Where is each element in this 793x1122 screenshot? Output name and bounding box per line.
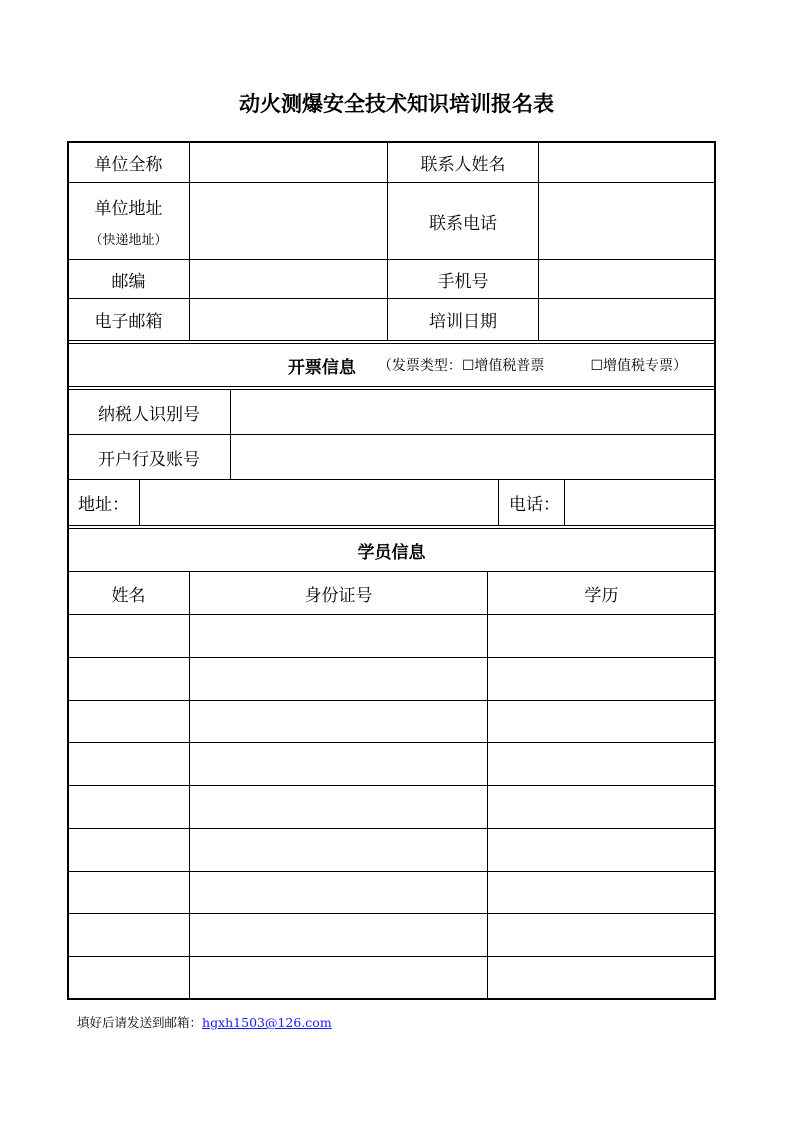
footer-note	[77, 1013, 332, 1031]
column-header-education: 学历	[584, 585, 619, 606]
taxpayer-id-label: 纳税人识别号	[98, 404, 200, 425]
contact-name-label: 联系人姓名	[420, 154, 506, 175]
footer-note-text: 填好后请发送到邮箱：	[77, 1015, 203, 1030]
mobile-field[interactable]	[539, 260, 715, 298]
student-name-field[interactable]	[68, 657, 189, 700]
invoice-option-general[interactable]: ☐增值税普票	[461, 358, 545, 374]
invoice-title: 开票信息	[287, 357, 356, 378]
student-education-field[interactable]	[488, 785, 715, 828]
form-title: 动火测爆安全技术知识培训报名表	[239, 92, 554, 116]
student-name-field[interactable]	[68, 871, 189, 914]
contact-name-field[interactable]	[539, 142, 715, 182]
student-id-number-field[interactable]	[190, 871, 487, 914]
grid-line	[68, 525, 715, 526]
column-header-name: 姓名	[111, 585, 146, 606]
email-label: 电子邮箱	[94, 312, 163, 332]
student-education-field[interactable]	[488, 871, 715, 914]
mobile-label: 手机号	[437, 271, 489, 292]
training-date-label: 培训日期	[429, 312, 497, 332]
invoice-option-special[interactable]: ☐增值税专票）	[590, 358, 687, 374]
student-id-number-field[interactable]	[190, 785, 487, 828]
invoice-address-field[interactable]	[140, 480, 498, 525]
contact-phone-field[interactable]	[539, 183, 715, 259]
student-id-number-field[interactable]	[190, 657, 487, 700]
student-id-number-field[interactable]	[190, 614, 487, 657]
student-education-field[interactable]	[488, 956, 715, 999]
grid-line	[68, 340, 715, 341]
postcode-field[interactable]	[190, 260, 387, 298]
student-education-field[interactable]	[488, 657, 715, 700]
invoice-type-prefix: （发票类型：	[377, 358, 462, 374]
bank-account-field[interactable]	[231, 435, 715, 479]
student-id-number-field[interactable]	[190, 913, 487, 956]
unit-address-note: （快递地址）	[89, 233, 168, 248]
invoice-address-label: 地址：	[78, 495, 129, 515]
invoice-phone-field[interactable]	[565, 480, 715, 525]
unit-full-name-label: 单位全称	[94, 154, 163, 175]
contact-phone-label: 联系电话	[429, 213, 497, 234]
student-education-field[interactable]	[488, 828, 715, 871]
student-name-field[interactable]	[68, 785, 189, 828]
student-education-field[interactable]	[488, 614, 715, 657]
email-field[interactable]	[190, 299, 387, 340]
student-name-field[interactable]	[68, 828, 189, 871]
student-name-field[interactable]	[68, 614, 189, 657]
column-header-id-number: 身份证号	[304, 585, 373, 606]
invoice-header	[68, 344, 715, 386]
student-id-number-field[interactable]	[190, 828, 487, 871]
student-education-field[interactable]	[488, 742, 715, 785]
student-name-field[interactable]	[68, 700, 189, 743]
student-education-field[interactable]	[488, 700, 715, 743]
student-name-field[interactable]	[68, 742, 189, 785]
unit-address-label	[68, 183, 189, 259]
student-name-field[interactable]	[68, 956, 189, 999]
bank-account-label: 开户行及账号	[98, 449, 200, 470]
students-section-title: 学员信息	[357, 542, 426, 563]
invoice-phone-label: 电话：	[509, 495, 560, 515]
student-id-number-field[interactable]	[190, 956, 487, 999]
unit-address-label-text: 单位地址	[94, 199, 163, 219]
student-name-field[interactable]	[68, 913, 189, 956]
unit-address-field[interactable]	[190, 183, 387, 259]
student-id-number-field[interactable]	[190, 700, 487, 743]
unit-full-name-field[interactable]	[190, 142, 387, 182]
training-date-field[interactable]	[539, 299, 715, 340]
student-education-field[interactable]	[488, 913, 715, 956]
taxpayer-id-field[interactable]	[231, 390, 715, 434]
footer-email-link[interactable]: hgxh1503@126.com	[202, 1015, 332, 1030]
student-id-number-field[interactable]	[190, 742, 487, 785]
postcode-label: 邮编	[111, 271, 146, 292]
grid-line	[68, 386, 715, 387]
